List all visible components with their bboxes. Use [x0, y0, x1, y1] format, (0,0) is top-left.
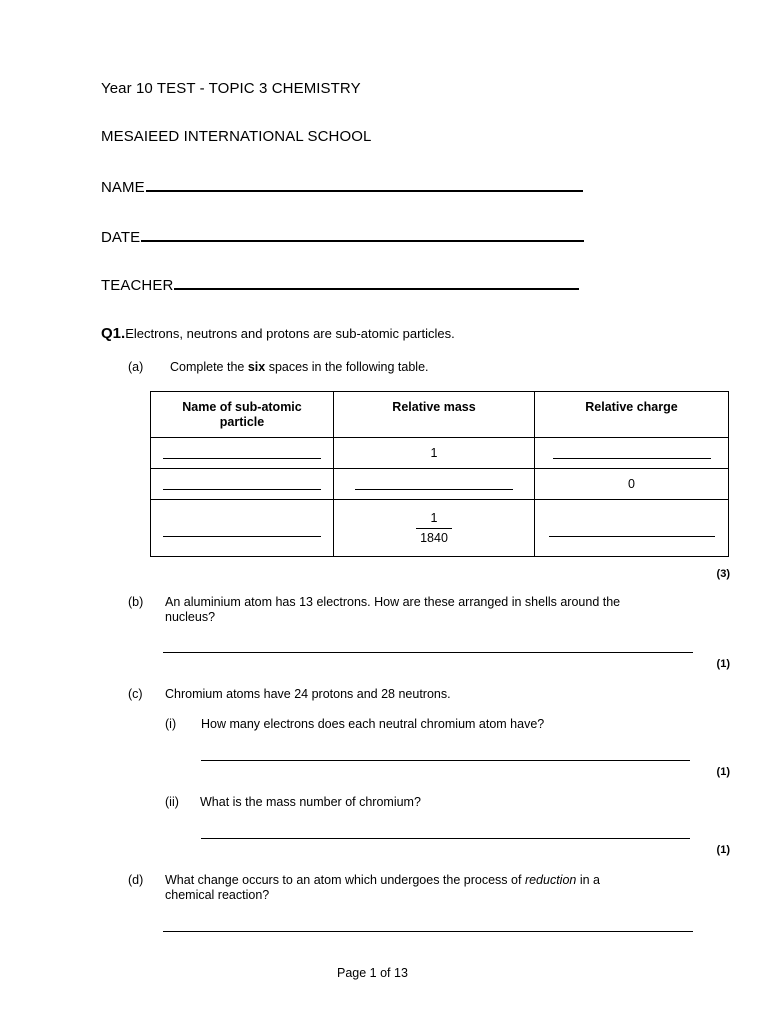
- part-b-answer-line[interactable]: [163, 652, 693, 653]
- page-number: Page 1 of 13: [337, 966, 408, 980]
- row1-name-blank[interactable]: [151, 438, 334, 469]
- part-d-text-line1: [165, 873, 600, 887]
- row3-name-blank[interactable]: [151, 500, 334, 557]
- part-a-text-after: spaces in the following table.: [265, 360, 429, 374]
- row3-charge-blank[interactable]: [535, 500, 729, 557]
- answer-blank: [163, 458, 321, 459]
- header-particle-name: Name of sub-atomic particle: [151, 392, 334, 438]
- particles-table: [150, 391, 729, 557]
- part-b-label: (b): [128, 595, 144, 609]
- q1-number: Q1.: [101, 325, 126, 342]
- row1-mass: 1: [334, 438, 535, 469]
- part-a-text-before: Complete the: [170, 360, 248, 374]
- header-relative-charge: Relative charge: [535, 392, 729, 438]
- q1-intro: Electrons, neutrons and protons are sub-atomic particles.: [125, 326, 455, 341]
- date-field[interactable]: [141, 228, 584, 242]
- part-c-i-label: (i): [165, 717, 177, 731]
- part-c-i-marks: (1): [716, 766, 730, 778]
- fraction: [416, 510, 452, 546]
- school-name: MESAIEED INTERNATIONAL SCHOOL: [101, 128, 372, 145]
- fraction-numerator: 1: [430, 511, 438, 525]
- name-label: NAME: [101, 179, 145, 196]
- part-b-text-line1: An aluminium atom has 13 electrons. How are these arranged in shells around the: [165, 595, 621, 609]
- part-b-marks: (1): [716, 658, 730, 670]
- part-c-ii-marks: (1): [716, 844, 730, 856]
- table-row: [151, 438, 729, 469]
- table-row: [151, 500, 729, 557]
- date-row: [101, 228, 584, 246]
- part-d-text-before: What change occurs to an atom which undergoes the process of: [165, 873, 525, 887]
- header-relative-mass: Relative mass: [334, 392, 535, 438]
- teacher-label: TEACHER: [101, 277, 174, 294]
- test-title: Year 10 TEST - TOPIC 3 CHEMISTRY: [101, 80, 361, 97]
- part-c-label: (c): [128, 687, 143, 701]
- name-row: [101, 178, 583, 196]
- part-d-text-after: in a: [576, 873, 601, 887]
- part-c-i-answer-line[interactable]: [201, 760, 690, 761]
- part-d-text-line2: chemical reaction?: [165, 888, 270, 902]
- answer-blank: [163, 489, 321, 490]
- part-c-text: Chromium atoms have 24 protons and 28 neutrons.: [165, 687, 451, 701]
- part-c-ii-text: What is the mass number of chromium?: [200, 795, 421, 809]
- fraction-bar: [416, 528, 452, 529]
- part-d-label: (d): [128, 873, 144, 887]
- row2-mass-blank[interactable]: [334, 469, 535, 500]
- part-c-ii-label: (ii): [165, 795, 179, 809]
- part-c-i-text: How many electrons does each neutral chromium atom have?: [201, 717, 545, 731]
- row3-mass: [334, 500, 535, 557]
- row2-name-blank[interactable]: [151, 469, 334, 500]
- name-field[interactable]: [146, 178, 583, 192]
- row1-charge-blank[interactable]: [535, 438, 729, 469]
- teacher-row: [101, 276, 579, 294]
- row2-charge: 0: [535, 469, 729, 500]
- part-d-answer-line[interactable]: [163, 931, 693, 932]
- part-a-text: [170, 360, 429, 374]
- part-c-ii-answer-line[interactable]: [201, 838, 690, 839]
- answer-blank: [163, 536, 321, 537]
- table-row: [151, 469, 729, 500]
- answer-blank: [355, 489, 513, 490]
- q1-intro-row: [101, 325, 455, 342]
- part-a-marks: (3): [716, 568, 730, 580]
- fraction-denominator: 1840: [420, 531, 448, 545]
- part-a-label: (a): [128, 360, 144, 374]
- part-d-text-italic: reduction: [524, 873, 577, 887]
- date-label: DATE: [101, 229, 141, 246]
- answer-blank: [549, 536, 715, 537]
- teacher-field[interactable]: [174, 276, 579, 290]
- table-header-row: [151, 392, 729, 438]
- answer-blank: [553, 458, 711, 459]
- part-a-text-bold: six: [247, 360, 266, 374]
- part-b-text-line2: nucleus?: [165, 610, 216, 624]
